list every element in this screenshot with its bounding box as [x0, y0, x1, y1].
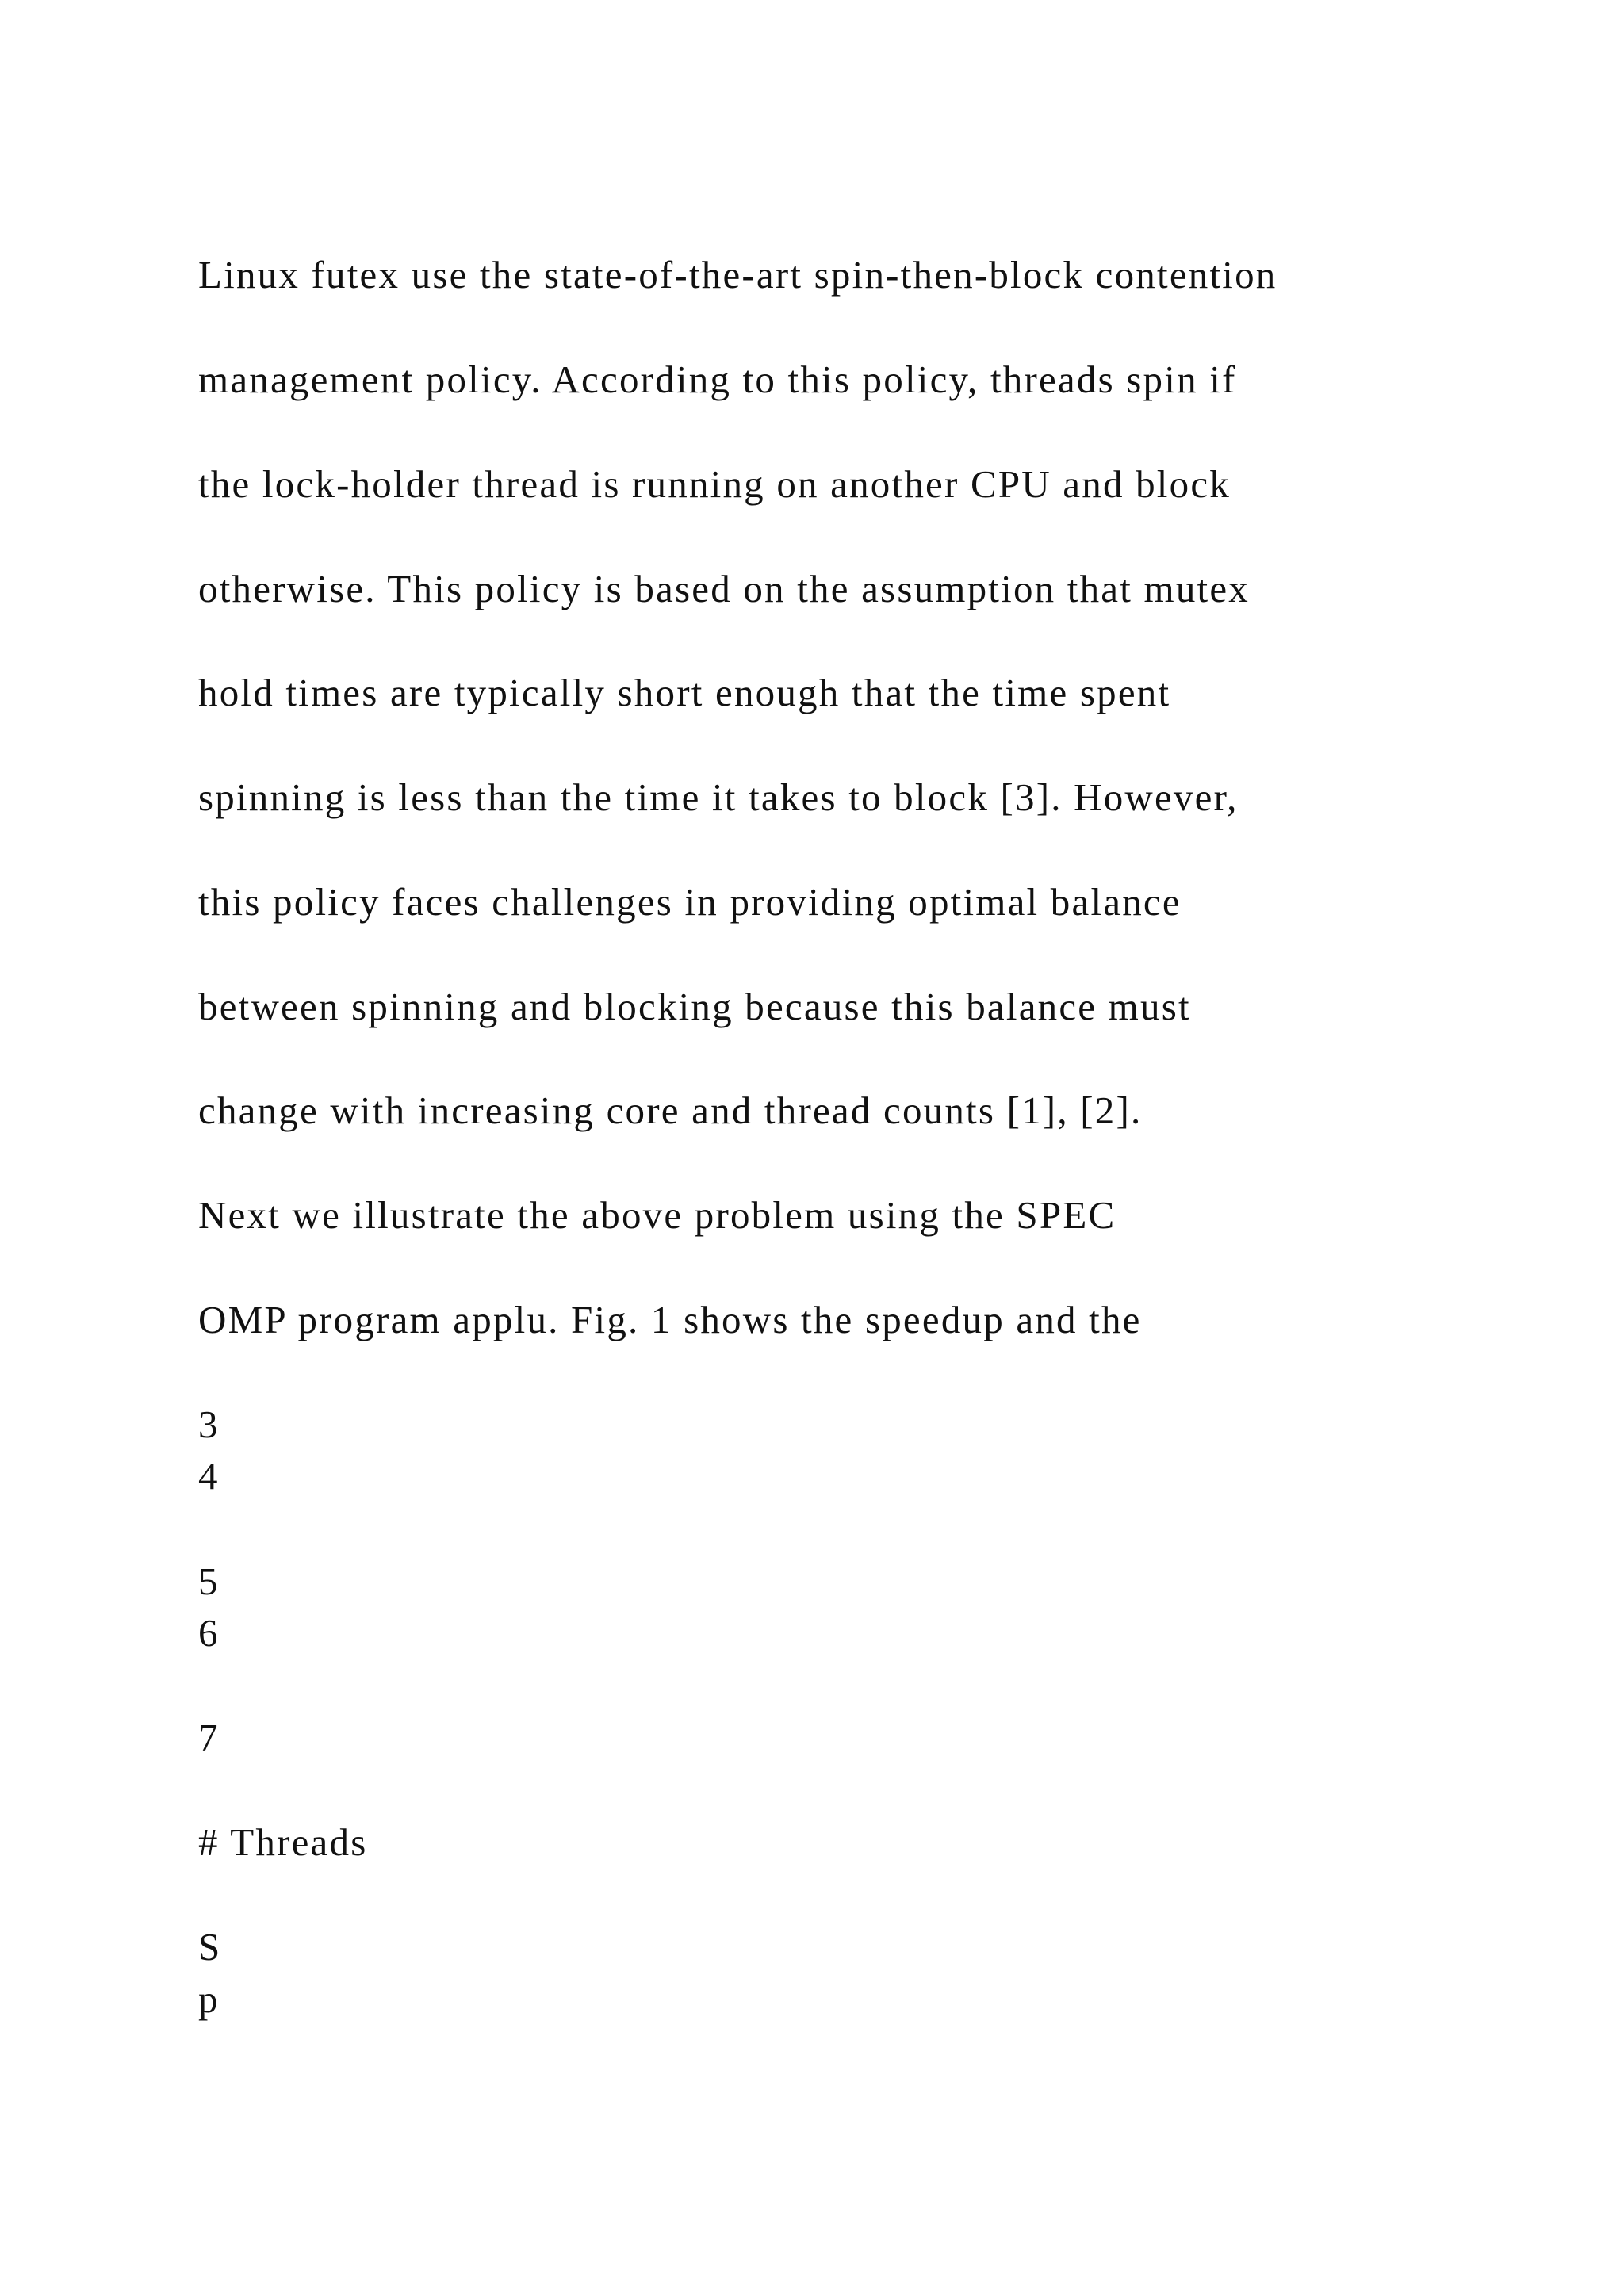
figure-tick-label: 7: [198, 1716, 220, 1759]
figure-tick-label: 6: [198, 1611, 220, 1655]
paragraph-line: change with increasing core and thread counts [1], [2].: [198, 1089, 1143, 1132]
figure-axis-label: # Threads: [198, 1820, 368, 1864]
figure-axis-label-fragment: S: [198, 1925, 222, 1969]
figure-tick-label: 4: [198, 1454, 220, 1498]
paragraph-line: OMP program applu. Fig. 1 shows the speedup and the: [198, 1298, 1142, 1341]
figure-axis-label-fragment: p: [198, 1977, 220, 2021]
paragraph-line: Linux futex use the state-of-the-art spin-then-block contention: [198, 253, 1277, 297]
paragraph-line: otherwise. This policy is based on the assumption that mutex: [198, 567, 1250, 610]
figure-tick-label: 5: [198, 1559, 220, 1603]
paragraph-line: hold times are typically short enough that the time spent: [198, 671, 1171, 714]
paragraph-line: between spinning and blocking because this balance must: [198, 985, 1191, 1028]
paragraph-line: spinning is less than the time it takes to block [3]. However,: [198, 775, 1239, 819]
figure-tick-label: 3: [198, 1402, 220, 1446]
paragraph-line: the lock-holder thread is running on another CPU and block: [198, 462, 1231, 506]
paragraph-line: management policy. According to this policy, threads spin if: [198, 358, 1237, 401]
paragraph-line: Next we illustrate the above problem using the SPEC: [198, 1193, 1116, 1237]
paragraph-line: this policy faces challenges in providing optimal balance: [198, 880, 1182, 924]
